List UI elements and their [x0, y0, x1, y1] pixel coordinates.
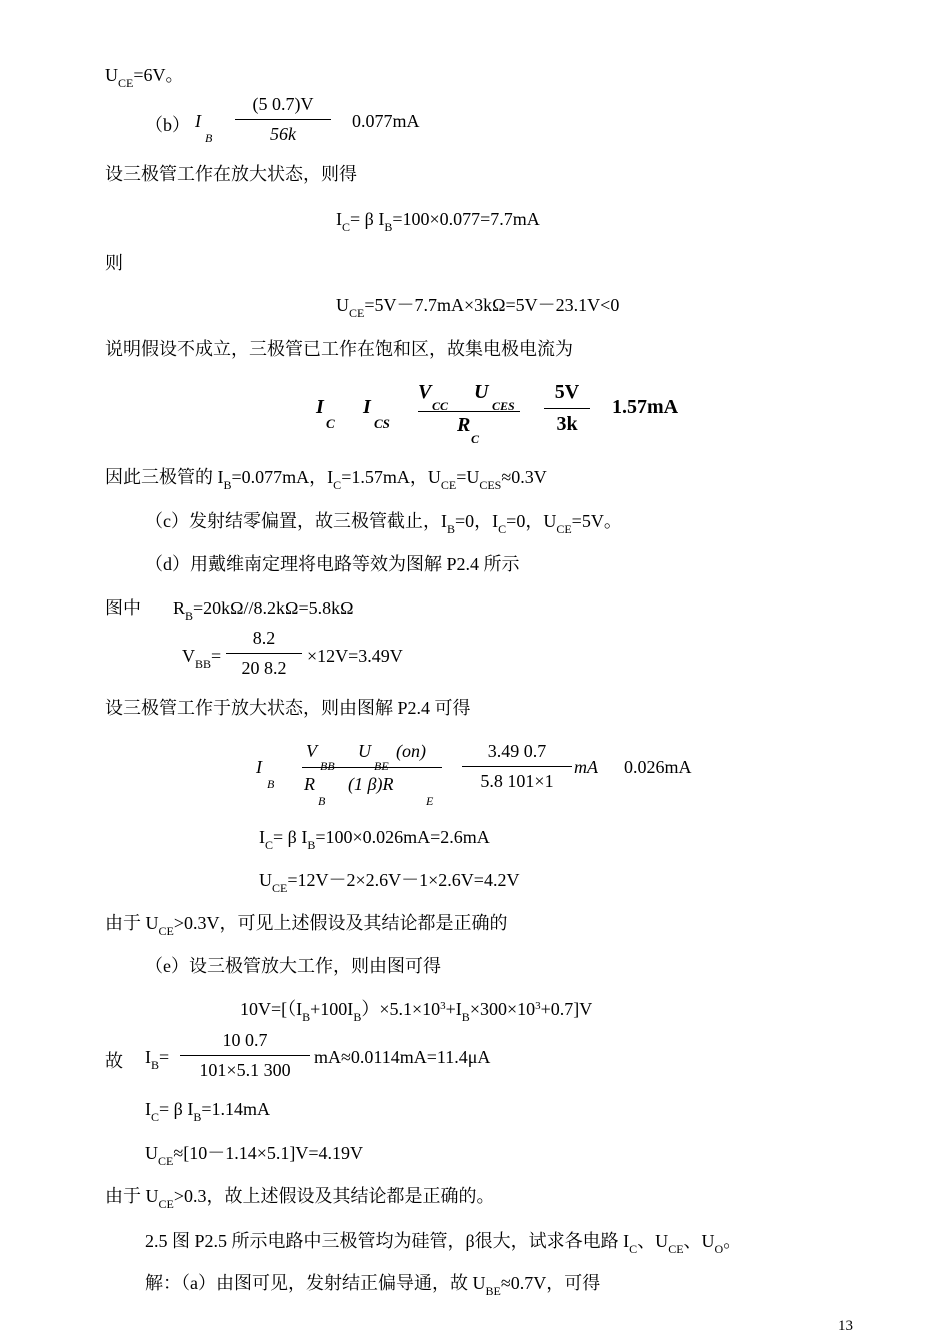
eq-ib-sub: B	[205, 131, 213, 145]
vbb-fraction: 8.2 20 8.2	[226, 628, 302, 679]
eq-frac2: 5V 3k	[544, 381, 590, 436]
ib-label: $I_B=$	[145, 1047, 170, 1072]
ib-frac2: 3.49 0.7 5.8 101×1	[462, 741, 572, 792]
ib-num-vs: BB	[320, 759, 335, 773]
eq-ic-sub: C	[326, 416, 335, 431]
ib-den-mid: (1 β)R	[348, 774, 394, 794]
text-line: 2.5 图 P2.5 所示电路中三极管均为硅管，β很大，试求各电路 $I_C$、$U_{CE}$、$U_O$。	[145, 1231, 742, 1256]
text-line: 由于 $U_{CE}>0.3$，故上述假设及其结论都是正确的。	[105, 1186, 495, 1211]
ib-symbol: I	[256, 757, 262, 777]
text-line: 由于 $U_{CE}>0.3V$，可见上述假设及其结论都是正确的	[105, 913, 508, 938]
ib-ma: mA	[574, 757, 598, 777]
text-line: （d）用戴维南定理将电路等效为图解 P2.4 所示	[145, 554, 520, 574]
ib-num-us: BE	[374, 759, 389, 773]
text-line: 因此三极管的 $I_B=0.077mA$，$I_C=1.57mA$，$U_{CE}=U_{CES}\approx 0.3V$	[105, 467, 547, 492]
equation-line: $I_C= \beta$ $I_B=100\times 0.077=7.7mA$	[336, 209, 540, 234]
ib-sub: B	[267, 777, 275, 791]
eq-den-r-sub: C	[471, 432, 480, 446]
eq-ics: I	[363, 396, 371, 418]
eq-num-v-sub: CC	[432, 399, 449, 413]
eq-ic: I	[316, 396, 324, 418]
equation-line: $U_{CE}=5V-7.7mA\times 3k\Omega=5V-23.1V<0$	[336, 295, 620, 320]
equation-line: $U_{CE}\approx[10-1.14\times 5.1]V=4.19V$	[145, 1143, 364, 1168]
ib-den-es: E	[426, 794, 434, 808]
eq-ib-symbol: I	[195, 111, 201, 131]
eq-ic-result: 1.57mA	[612, 396, 679, 418]
ib-e-result: mA≈0.0114mA=11.4μA	[314, 1047, 491, 1067]
ib-den-r: R	[304, 774, 315, 794]
eq-ics-sub: CS	[374, 416, 390, 431]
equation-line: $10V=[(I_B+100I_B)\times 5.1\times 10^3+I_B\times 300\times 10^3+0.7]V$	[240, 999, 593, 1024]
vbb-label: $V_{BB}=$	[182, 646, 222, 671]
label-b: （b）	[145, 115, 190, 135]
text-line: （e）设三极管放大工作，则由图可得	[145, 956, 441, 976]
eq-b-result: 0.077mA	[352, 111, 420, 131]
eq-num-u: U	[474, 381, 489, 403]
ib-result: 0.026mA	[624, 757, 692, 777]
eq-num-v: V	[418, 381, 432, 403]
ib-e-fraction: 10 0.7 101×5.1 300	[180, 1030, 310, 1081]
text-line: 设三极管工作于放大状态，则由图解 P2.4 可得	[105, 698, 471, 718]
text-line: 设三极管工作在放大状态，则得	[105, 164, 357, 184]
eq-b-fraction: (5 0.7)V 56k	[235, 94, 331, 145]
page-number: 13	[838, 1318, 853, 1334]
equation-line: $I_C= \beta$ $I_B=100\times 0.026mA=2.6mA$	[259, 827, 490, 852]
ib-num-u: U	[358, 741, 371, 761]
vbb-result: ×12V=3.49V	[307, 646, 403, 666]
text-gu: 故	[105, 1051, 123, 1071]
equation-line: $U_{CE}=12V-2\times 2.6V-1\times 2.6V=4.2V$	[259, 870, 520, 895]
fraction-bar	[418, 411, 520, 412]
text-line: 则	[105, 253, 123, 273]
fraction-bar	[302, 767, 442, 768]
eq-num-u-sub: CES	[492, 399, 515, 413]
ib-num-on: (on)	[396, 741, 426, 761]
equation-line: $I_C= \beta$ $I_B=1.14mA$	[145, 1099, 270, 1124]
text-line: 说明假设不成立，三极管已工作在饱和区，故集电极电流为	[105, 339, 573, 359]
text-line: （c）发射结零偏置，故三极管截止，$I_B=0$，$I_C=0$，$U_{CE}=5V$。	[145, 511, 622, 536]
ib-den-rs: B	[318, 794, 326, 808]
text-line: 解：（a）由图可见，发射结正偏导通，故 $U_{BE}\approx 0.7V$，可得	[145, 1273, 601, 1298]
eq-den-r: R	[457, 414, 471, 436]
text-line: $U_{CE}=6V$。	[105, 65, 184, 90]
ib-num-v: V	[306, 741, 317, 761]
text-line: 图中 $R_B=20k\Omega//8.2k\Omega=5.8k\Omega$	[105, 598, 354, 623]
